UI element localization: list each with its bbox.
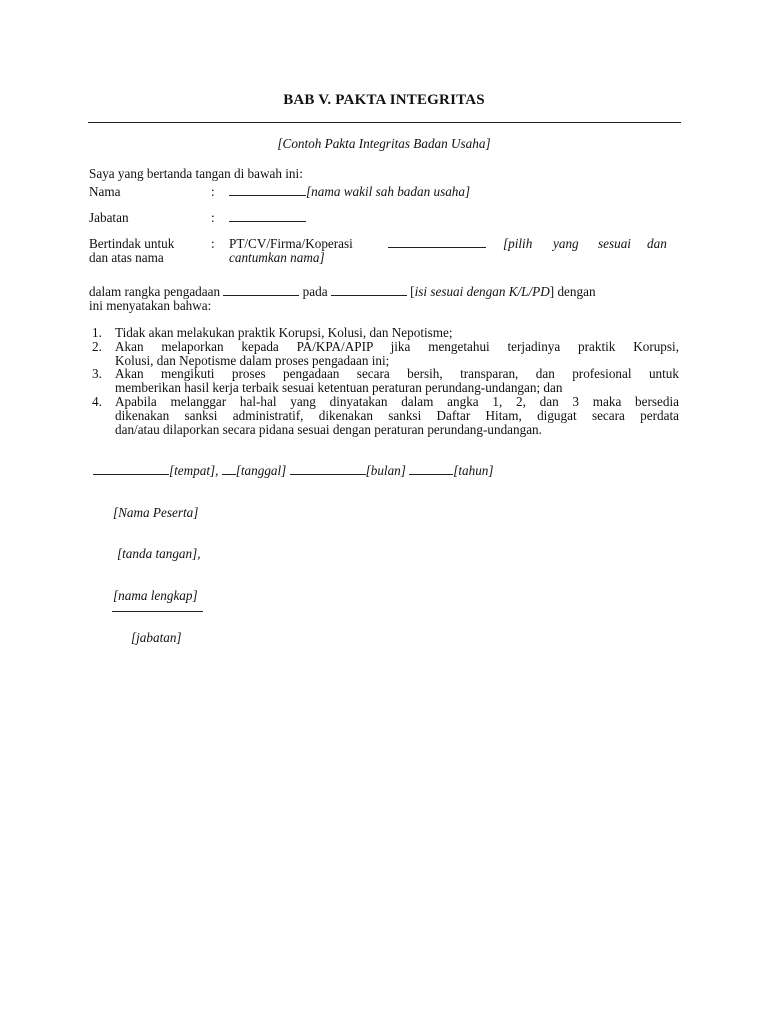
pada-blank bbox=[331, 284, 407, 296]
field-bertindak-label-2: dan atas nama bbox=[89, 250, 164, 265]
date-tempat: [tempat], bbox=[169, 463, 219, 478]
signature-underline bbox=[112, 600, 203, 612]
list-item-3-number: 3. bbox=[92, 366, 102, 381]
date-tanggal: [tanggal] bbox=[235, 463, 287, 478]
signature-jabatan: [jabatan] bbox=[131, 630, 182, 645]
pengadaan-blank bbox=[223, 284, 299, 296]
bertindak-hint-a: [pilih bbox=[503, 236, 533, 251]
field-bertindak-label-1: Bertindak untuk bbox=[89, 236, 175, 251]
statement-part3: [ bbox=[410, 284, 415, 299]
bertindak-prefix: PT/CV/Firma/Koperasi bbox=[229, 236, 353, 251]
list-item-4-number: 4. bbox=[92, 394, 102, 409]
list-item-3-line-1: Akan mengikuti proses pengadaan secara bersih, transparan, dan profesional untuk bbox=[115, 366, 679, 381]
nama-blank bbox=[229, 184, 306, 196]
list-item-1-line-1: Tidak akan melakukan praktik Korupsi, Kolusi, dan Nepotisme; bbox=[115, 325, 453, 340]
date-tahun: [tahun] bbox=[453, 463, 494, 478]
field-jabatan-colon: : bbox=[211, 210, 215, 225]
list-item-1-number: 1. bbox=[92, 325, 102, 340]
tanggal-blank bbox=[222, 463, 236, 475]
statement-part2: pada bbox=[302, 284, 328, 299]
list-item-4-line-3: dan/atau dilaporkan secara pidana sesuai dengan peraturan perundang-undangan. bbox=[115, 422, 542, 437]
bertindak-hint-d: dan bbox=[647, 236, 667, 251]
field-jabatan-value bbox=[229, 210, 306, 225]
jabatan-blank bbox=[229, 210, 306, 222]
field-nama-colon: : bbox=[211, 184, 215, 199]
bertindak-hint-line2: cantumkan nama] bbox=[229, 250, 325, 265]
field-jabatan-label: Jabatan bbox=[89, 210, 129, 225]
tahun-blank bbox=[409, 463, 453, 475]
signature-nama-lengkap: [nama lengkap] bbox=[113, 588, 198, 603]
date-bulan: [bulan] bbox=[365, 463, 406, 478]
statement-line1 bbox=[89, 284, 680, 299]
tempat-blank bbox=[93, 463, 169, 475]
date-line bbox=[93, 463, 494, 478]
field-nama-label: Nama bbox=[89, 184, 121, 199]
signature-nama-peserta: [Nama Peserta] bbox=[113, 505, 199, 520]
signature-underline-wrap bbox=[112, 600, 203, 615]
nama-hint: [nama wakil sah badan usaha] bbox=[306, 184, 471, 199]
field-bertindak-colon: : bbox=[211, 236, 215, 251]
intro-text: Saya yang bertanda tangan di bawah ini: bbox=[89, 166, 303, 181]
bertindak-blank bbox=[388, 236, 486, 248]
bertindak-hint-b: yang bbox=[553, 236, 579, 251]
page-title: BAB V. PAKTA INTEGRITAS bbox=[283, 92, 485, 108]
list-item-3-line-2: memberikan hasil kerja terbaik sesuai ketentuan peraturan perundang-undangan; dan bbox=[115, 380, 563, 395]
bertindak-blank-wrap bbox=[388, 236, 486, 251]
field-bertindak-value bbox=[229, 236, 353, 251]
list-item-2-line-1: Akan melaporkan kepada PA/KPA/APIP jika mengetahui terjadinya praktik Korupsi, bbox=[115, 339, 679, 354]
statement-line2: ini menyatakan bahwa: bbox=[89, 298, 212, 313]
statement-part4: ] dengan bbox=[549, 284, 596, 299]
bulan-blank bbox=[290, 463, 366, 475]
statement-hint: isi sesuai dengan K/L/PD bbox=[414, 284, 550, 299]
field-nama-value bbox=[229, 184, 470, 199]
bertindak-hint-c: sesuai bbox=[598, 236, 631, 251]
list-item-2-line-2: Kolusi, dan Nepotisme dalam proses pengadaan ini; bbox=[115, 353, 390, 368]
list-item-4-line-2: dikenakan sanksi administratif, dikenakan sanksi Daftar Hitam, digugat secara perdata bbox=[115, 408, 679, 423]
list-item-4-line-1: Apabila melanggar hal-hal yang dinyatakan dalam angka 1, 2, dan 3 maka bersedia bbox=[115, 394, 679, 409]
list-item-2-number: 2. bbox=[92, 339, 102, 354]
statement-part1: dalam rangka pengadaan bbox=[89, 284, 221, 299]
title-divider bbox=[88, 122, 681, 123]
signature-tanda-tangan: [tanda tangan], bbox=[117, 546, 201, 561]
page-subtitle: [Contoh Pakta Integritas Badan Usaha] bbox=[277, 136, 491, 151]
